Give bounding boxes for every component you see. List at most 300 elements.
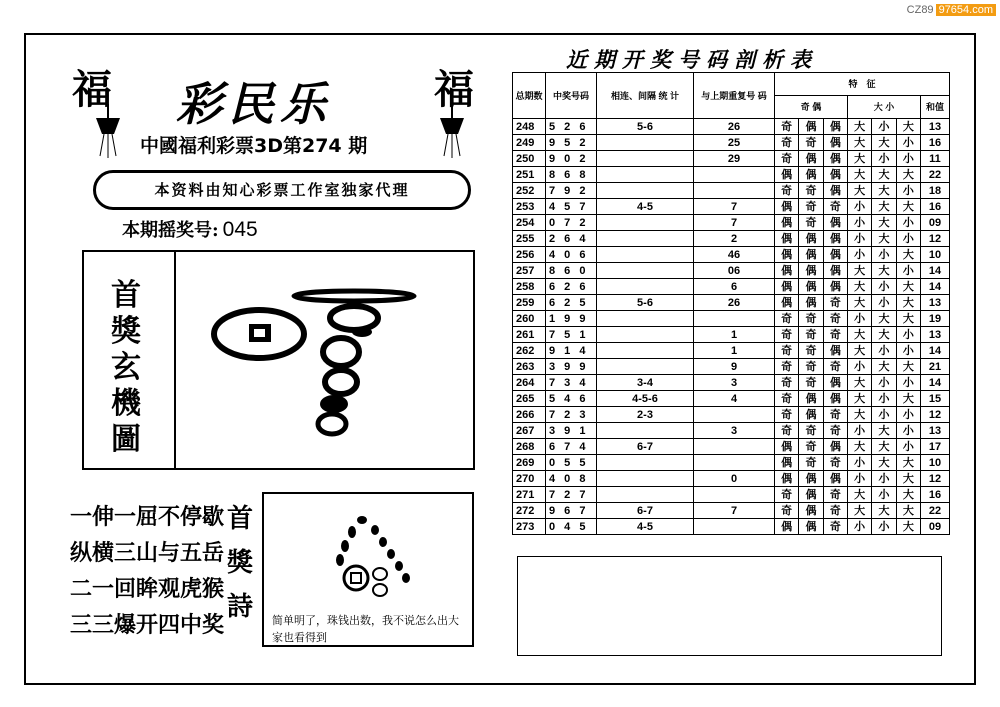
big-small-cell: 大 bbox=[896, 311, 920, 327]
sum-cell: 09 bbox=[921, 215, 950, 231]
table-row bbox=[513, 183, 950, 199]
period-cell: 253 bbox=[513, 199, 546, 215]
odd-even-cell: 偶 bbox=[823, 279, 847, 295]
sum-cell: 12 bbox=[921, 407, 950, 423]
odd-even-cell: 奇 bbox=[775, 151, 799, 167]
notice-banner: 本资料由知心彩票工作室独家代理 bbox=[93, 170, 471, 210]
sum-cell: 13 bbox=[921, 327, 950, 343]
odd-even-cell: 偶 bbox=[775, 519, 799, 535]
odd-even-cell: 奇 bbox=[775, 135, 799, 151]
big-small-cell: 小 bbox=[896, 183, 920, 199]
sum-cell: 19 bbox=[921, 311, 950, 327]
odd-even-cell: 奇 bbox=[823, 327, 847, 343]
adjacent-cell bbox=[597, 183, 694, 199]
repeat-cell: 26 bbox=[694, 119, 775, 135]
panel-label-char: 圖 bbox=[111, 422, 141, 457]
repeat-cell: 0 bbox=[694, 471, 775, 487]
big-small-cell: 小 bbox=[872, 519, 896, 535]
poem-label-char: 獎 bbox=[226, 548, 253, 578]
odd-even-cell: 奇 bbox=[775, 423, 799, 439]
period-cell: 268 bbox=[513, 439, 546, 455]
adjacent-cell: 6-7 bbox=[597, 439, 694, 455]
adjacent-cell: 3-4 bbox=[597, 375, 694, 391]
adjacent-cell bbox=[597, 423, 694, 439]
odd-even-cell: 偶 bbox=[823, 231, 847, 247]
big-small-cell: 大 bbox=[847, 151, 871, 167]
period-cell: 265 bbox=[513, 391, 546, 407]
table-row bbox=[513, 439, 950, 455]
big-small-cell: 小 bbox=[872, 295, 896, 311]
table-body bbox=[513, 119, 950, 535]
big-small-cell: 大 bbox=[872, 199, 896, 215]
repeat-cell: 2 bbox=[694, 231, 775, 247]
big-small-cell: 大 bbox=[896, 359, 920, 375]
adjacent-cell bbox=[597, 215, 694, 231]
repeat-cell: 7 bbox=[694, 215, 775, 231]
repeat-cell bbox=[694, 183, 775, 199]
big-small-cell: 小 bbox=[896, 151, 920, 167]
big-small-cell: 小 bbox=[896, 439, 920, 455]
table-row bbox=[513, 359, 950, 375]
odd-even-cell: 偶 bbox=[823, 119, 847, 135]
odd-even-cell: 偶 bbox=[775, 471, 799, 487]
big-small-cell: 大 bbox=[847, 407, 871, 423]
sum-cell: 17 bbox=[921, 439, 950, 455]
adjacent-cell bbox=[597, 231, 694, 247]
odd-even-cell: 奇 bbox=[823, 487, 847, 503]
sum-cell: 16 bbox=[921, 135, 950, 151]
odd-even-cell: 奇 bbox=[799, 311, 823, 327]
poem-line: 二一回眸观虎猴 bbox=[70, 577, 225, 602]
big-small-cell: 小 bbox=[847, 423, 871, 439]
repeat-cell: 7 bbox=[694, 199, 775, 215]
sum-cell: 14 bbox=[921, 343, 950, 359]
sum-cell: 13 bbox=[921, 423, 950, 439]
odd-even-cell: 奇 bbox=[823, 519, 847, 535]
watermark-site: 97654.com bbox=[936, 4, 996, 16]
odd-even-cell: 偶 bbox=[775, 439, 799, 455]
odd-even-cell: 奇 bbox=[799, 343, 823, 359]
period-cell: 273 bbox=[513, 519, 546, 535]
odd-even-cell: 偶 bbox=[799, 391, 823, 407]
odd-even-cell: 偶 bbox=[823, 391, 847, 407]
period-cell: 263 bbox=[513, 359, 546, 375]
period-cell: 261 bbox=[513, 327, 546, 343]
panel-label-char: 首 bbox=[111, 278, 141, 313]
odd-even-cell: 偶 bbox=[775, 199, 799, 215]
odd-even-cell: 奇 bbox=[775, 119, 799, 135]
table-row bbox=[513, 263, 950, 279]
repeat-cell: 1 bbox=[694, 327, 775, 343]
draw-number-row bbox=[122, 216, 258, 242]
odd-even-cell: 偶 bbox=[823, 167, 847, 183]
period-cell: 249 bbox=[513, 135, 546, 151]
adjacent-cell bbox=[597, 151, 694, 167]
header-period: 总期数 bbox=[513, 73, 546, 119]
adjacent-cell bbox=[597, 359, 694, 375]
watermark bbox=[907, 4, 996, 16]
sum-cell: 18 bbox=[921, 183, 950, 199]
adjacent-cell bbox=[597, 343, 694, 359]
number-cell: 9 6 7 bbox=[546, 503, 597, 519]
odd-even-cell: 奇 bbox=[799, 183, 823, 199]
panel-label bbox=[106, 278, 146, 458]
big-small-cell: 大 bbox=[872, 423, 896, 439]
repeat-cell bbox=[694, 487, 775, 503]
odd-even-cell: 偶 bbox=[775, 279, 799, 295]
sum-cell: 14 bbox=[921, 279, 950, 295]
odd-even-cell: 偶 bbox=[799, 295, 823, 311]
sum-cell: 11 bbox=[921, 151, 950, 167]
table-row bbox=[513, 135, 950, 151]
draw-number: 045 bbox=[222, 218, 258, 241]
header-number: 中奖号码 bbox=[546, 73, 597, 119]
sum-cell: 16 bbox=[921, 199, 950, 215]
number-cell: 7 2 3 bbox=[546, 407, 597, 423]
draw-label: 本期摇奖号: bbox=[122, 220, 219, 241]
number-cell: 5 4 6 bbox=[546, 391, 597, 407]
odd-even-cell: 偶 bbox=[799, 167, 823, 183]
adjacent-cell bbox=[597, 487, 694, 503]
odd-even-cell: 偶 bbox=[799, 151, 823, 167]
table-row bbox=[513, 423, 950, 439]
big-small-cell: 大 bbox=[896, 279, 920, 295]
puzzle-drawing-icon bbox=[184, 272, 469, 462]
odd-even-cell: 奇 bbox=[775, 407, 799, 423]
big-small-cell: 小 bbox=[847, 247, 871, 263]
number-cell: 3 9 1 bbox=[546, 423, 597, 439]
odd-even-cell: 奇 bbox=[775, 343, 799, 359]
table-row bbox=[513, 343, 950, 359]
hint-caption: 简单明了，珠钱出数，我不说怎么出大家也看得到 bbox=[272, 614, 459, 644]
odd-even-cell: 偶 bbox=[799, 487, 823, 503]
adjacent-cell bbox=[597, 455, 694, 471]
adjacent-cell: 2-3 bbox=[597, 407, 694, 423]
number-cell: 4 0 8 bbox=[546, 471, 597, 487]
table-row bbox=[513, 295, 950, 311]
repeat-cell: 29 bbox=[694, 151, 775, 167]
number-cell: 9 0 2 bbox=[546, 151, 597, 167]
big-small-cell: 小 bbox=[847, 215, 871, 231]
period-cell: 262 bbox=[513, 343, 546, 359]
odd-even-cell: 奇 bbox=[823, 199, 847, 215]
big-small-cell: 大 bbox=[847, 183, 871, 199]
odd-even-cell: 奇 bbox=[799, 455, 823, 471]
period-cell: 272 bbox=[513, 503, 546, 519]
big-small-cell: 大 bbox=[896, 167, 920, 183]
sum-cell: 12 bbox=[921, 231, 950, 247]
subtitle: 中國福利彩票3D第274 期 bbox=[140, 135, 368, 157]
period-cell: 270 bbox=[513, 471, 546, 487]
table-row bbox=[513, 375, 950, 391]
number-cell: 8 6 0 bbox=[546, 263, 597, 279]
table-row bbox=[513, 199, 950, 215]
big-small-cell: 大 bbox=[847, 135, 871, 151]
odd-even-cell: 偶 bbox=[775, 455, 799, 471]
big-small-cell: 小 bbox=[896, 215, 920, 231]
table-row bbox=[513, 391, 950, 407]
big-small-cell: 大 bbox=[872, 167, 896, 183]
odd-even-cell: 奇 bbox=[799, 439, 823, 455]
big-small-cell: 大 bbox=[872, 263, 896, 279]
odd-even-cell: 偶 bbox=[775, 295, 799, 311]
big-small-cell: 大 bbox=[847, 503, 871, 519]
odd-even-cell: 奇 bbox=[799, 135, 823, 151]
repeat-cell bbox=[694, 407, 775, 423]
table-row bbox=[513, 519, 950, 535]
period-cell: 258 bbox=[513, 279, 546, 295]
coin-drawing-icon bbox=[320, 510, 430, 605]
odd-even-cell: 偶 bbox=[823, 343, 847, 359]
poem-label-char: 詩 bbox=[226, 592, 253, 622]
header-adjacent: 相连、间隔 统 计 bbox=[597, 73, 694, 119]
poem-label bbox=[220, 497, 260, 629]
adjacent-cell: 4-5 bbox=[597, 199, 694, 215]
big-small-cell: 大 bbox=[847, 263, 871, 279]
big-small-cell: 大 bbox=[872, 503, 896, 519]
number-cell: 7 9 2 bbox=[546, 183, 597, 199]
repeat-cell: 46 bbox=[694, 247, 775, 263]
odd-even-cell: 奇 bbox=[775, 183, 799, 199]
big-small-cell: 小 bbox=[896, 343, 920, 359]
odd-even-cell: 奇 bbox=[823, 503, 847, 519]
big-small-cell: 大 bbox=[847, 167, 871, 183]
big-small-cell: 小 bbox=[847, 455, 871, 471]
period-cell: 259 bbox=[513, 295, 546, 311]
repeat-cell: 9 bbox=[694, 359, 775, 375]
period-cell: 256 bbox=[513, 247, 546, 263]
big-small-cell: 小 bbox=[847, 231, 871, 247]
odd-even-cell: 奇 bbox=[775, 487, 799, 503]
odd-even-cell: 奇 bbox=[823, 423, 847, 439]
big-small-cell: 大 bbox=[847, 279, 871, 295]
poem-line: 一伸一屈不停歇 bbox=[70, 505, 225, 530]
big-small-cell: 大 bbox=[847, 295, 871, 311]
sum-cell: 12 bbox=[921, 471, 950, 487]
big-small-cell: 大 bbox=[896, 247, 920, 263]
panel-label-char: 獎 bbox=[111, 314, 141, 349]
sum-cell: 14 bbox=[921, 263, 950, 279]
sum-cell: 09 bbox=[921, 519, 950, 535]
period-cell: 252 bbox=[513, 183, 546, 199]
header-big-small: 大 小 bbox=[847, 96, 920, 119]
number-cell: 0 4 5 bbox=[546, 519, 597, 535]
repeat-cell bbox=[694, 167, 775, 183]
odd-even-cell: 偶 bbox=[799, 519, 823, 535]
period-cell: 254 bbox=[513, 215, 546, 231]
big-small-cell: 大 bbox=[872, 327, 896, 343]
notes-box bbox=[517, 556, 942, 656]
big-small-cell: 小 bbox=[872, 247, 896, 263]
hint-panel bbox=[262, 492, 474, 647]
repeat-cell: 7 bbox=[694, 503, 775, 519]
table-row bbox=[513, 503, 950, 519]
odd-even-cell: 奇 bbox=[799, 423, 823, 439]
odd-even-cell: 偶 bbox=[823, 135, 847, 151]
odd-even-cell: 偶 bbox=[823, 375, 847, 391]
number-cell: 2 6 4 bbox=[546, 231, 597, 247]
repeat-cell bbox=[694, 455, 775, 471]
header-sum: 和值 bbox=[921, 96, 950, 119]
big-small-cell: 大 bbox=[847, 439, 871, 455]
poem-label-char: 首 bbox=[226, 504, 253, 534]
odd-even-cell: 偶 bbox=[799, 407, 823, 423]
puzzle-panel bbox=[82, 250, 475, 470]
big-small-cell: 小 bbox=[896, 231, 920, 247]
odd-even-cell: 偶 bbox=[799, 263, 823, 279]
big-small-cell: 大 bbox=[896, 199, 920, 215]
number-cell: 4 5 7 bbox=[546, 199, 597, 215]
repeat-cell: 06 bbox=[694, 263, 775, 279]
big-small-cell: 大 bbox=[847, 487, 871, 503]
big-small-cell: 大 bbox=[847, 327, 871, 343]
odd-even-cell: 偶 bbox=[823, 151, 847, 167]
table-row bbox=[513, 487, 950, 503]
odd-even-cell: 奇 bbox=[775, 311, 799, 327]
period-cell: 260 bbox=[513, 311, 546, 327]
adjacent-cell: 5-6 bbox=[597, 119, 694, 135]
number-cell: 6 2 6 bbox=[546, 279, 597, 295]
sum-cell: 10 bbox=[921, 455, 950, 471]
big-small-cell: 小 bbox=[872, 279, 896, 295]
repeat-cell: 6 bbox=[694, 279, 775, 295]
sum-cell: 21 bbox=[921, 359, 950, 375]
big-small-cell: 大 bbox=[896, 471, 920, 487]
header-repeat: 与上期重复号 码 bbox=[694, 73, 775, 119]
big-small-cell: 小 bbox=[896, 135, 920, 151]
odd-even-cell: 偶 bbox=[775, 247, 799, 263]
sum-cell: 13 bbox=[921, 295, 950, 311]
odd-even-cell: 偶 bbox=[823, 471, 847, 487]
table-row bbox=[513, 407, 950, 423]
odd-even-cell: 偶 bbox=[799, 119, 823, 135]
odd-even-cell: 奇 bbox=[799, 199, 823, 215]
big-small-cell: 小 bbox=[896, 263, 920, 279]
adjacent-cell: 4-5 bbox=[597, 519, 694, 535]
repeat-cell bbox=[694, 519, 775, 535]
big-small-cell: 小 bbox=[872, 407, 896, 423]
table-row bbox=[513, 279, 950, 295]
adjacent-cell: 4-5-6 bbox=[597, 391, 694, 407]
repeat-cell: 1 bbox=[694, 343, 775, 359]
number-cell: 9 5 2 bbox=[546, 135, 597, 151]
big-small-cell: 大 bbox=[872, 231, 896, 247]
big-small-cell: 小 bbox=[872, 151, 896, 167]
odd-even-cell: 奇 bbox=[775, 327, 799, 343]
adjacent-cell bbox=[597, 471, 694, 487]
odd-even-cell: 偶 bbox=[823, 263, 847, 279]
period-cell: 251 bbox=[513, 167, 546, 183]
odd-even-cell: 奇 bbox=[799, 215, 823, 231]
analysis-table bbox=[512, 72, 950, 535]
odd-even-cell: 偶 bbox=[799, 471, 823, 487]
sum-cell: 22 bbox=[921, 167, 950, 183]
big-small-cell: 大 bbox=[847, 343, 871, 359]
fu-left: 福 bbox=[72, 66, 112, 113]
big-small-cell: 大 bbox=[896, 487, 920, 503]
big-small-cell: 小 bbox=[872, 487, 896, 503]
big-small-cell: 大 bbox=[896, 119, 920, 135]
big-small-cell: 小 bbox=[847, 471, 871, 487]
period-cell: 264 bbox=[513, 375, 546, 391]
odd-even-cell: 奇 bbox=[775, 391, 799, 407]
adjacent-cell bbox=[597, 311, 694, 327]
table-row bbox=[513, 327, 950, 343]
sum-cell: 22 bbox=[921, 503, 950, 519]
big-small-cell: 小 bbox=[872, 391, 896, 407]
header-feature: 特 征 bbox=[775, 73, 950, 96]
odd-even-cell: 偶 bbox=[775, 231, 799, 247]
adjacent-cell bbox=[597, 263, 694, 279]
repeat-cell bbox=[694, 439, 775, 455]
repeat-cell bbox=[694, 311, 775, 327]
big-small-cell: 大 bbox=[872, 359, 896, 375]
odd-even-cell: 奇 bbox=[823, 311, 847, 327]
adjacent-cell bbox=[597, 167, 694, 183]
big-small-cell: 小 bbox=[847, 199, 871, 215]
odd-even-cell: 奇 bbox=[823, 455, 847, 471]
period-cell: 271 bbox=[513, 487, 546, 503]
odd-even-cell: 奇 bbox=[799, 327, 823, 343]
big-small-cell: 大 bbox=[847, 375, 871, 391]
big-small-cell: 小 bbox=[872, 343, 896, 359]
odd-even-cell: 偶 bbox=[799, 247, 823, 263]
big-small-cell: 小 bbox=[872, 471, 896, 487]
big-small-cell: 大 bbox=[896, 295, 920, 311]
table-row bbox=[513, 231, 950, 247]
big-small-cell: 大 bbox=[872, 455, 896, 471]
number-cell: 4 0 6 bbox=[546, 247, 597, 263]
odd-even-cell: 奇 bbox=[799, 359, 823, 375]
big-small-cell: 大 bbox=[896, 455, 920, 471]
panel-divider bbox=[174, 252, 176, 468]
odd-even-cell: 偶 bbox=[823, 183, 847, 199]
odd-even-cell: 偶 bbox=[823, 215, 847, 231]
table-row bbox=[513, 151, 950, 167]
header-odd-even: 奇 偶 bbox=[775, 96, 848, 119]
tassel-left-icon bbox=[88, 104, 128, 159]
sum-cell: 13 bbox=[921, 119, 950, 135]
big-small-cell: 小 bbox=[872, 119, 896, 135]
repeat-cell: 4 bbox=[694, 391, 775, 407]
table-row bbox=[513, 167, 950, 183]
adjacent-cell bbox=[597, 247, 694, 263]
adjacent-cell: 6-7 bbox=[597, 503, 694, 519]
period-cell: 267 bbox=[513, 423, 546, 439]
number-cell: 6 7 4 bbox=[546, 439, 597, 455]
panel-label-char: 機 bbox=[111, 386, 141, 421]
number-cell: 0 5 5 bbox=[546, 455, 597, 471]
big-small-cell: 小 bbox=[847, 311, 871, 327]
number-cell: 6 2 5 bbox=[546, 295, 597, 311]
sum-cell: 15 bbox=[921, 391, 950, 407]
odd-even-cell: 偶 bbox=[799, 231, 823, 247]
table-row bbox=[513, 311, 950, 327]
big-small-cell: 大 bbox=[872, 311, 896, 327]
big-small-cell: 大 bbox=[872, 439, 896, 455]
big-small-cell: 小 bbox=[896, 327, 920, 343]
big-small-cell: 大 bbox=[847, 119, 871, 135]
poem-line: 纵横三山与五岳 bbox=[70, 541, 225, 566]
big-small-cell: 小 bbox=[847, 519, 871, 535]
period-cell: 266 bbox=[513, 407, 546, 423]
odd-even-cell: 奇 bbox=[823, 295, 847, 311]
odd-even-cell: 奇 bbox=[823, 407, 847, 423]
number-cell: 7 3 4 bbox=[546, 375, 597, 391]
odd-even-cell: 奇 bbox=[775, 359, 799, 375]
big-small-cell: 大 bbox=[896, 519, 920, 535]
number-cell: 3 9 9 bbox=[546, 359, 597, 375]
